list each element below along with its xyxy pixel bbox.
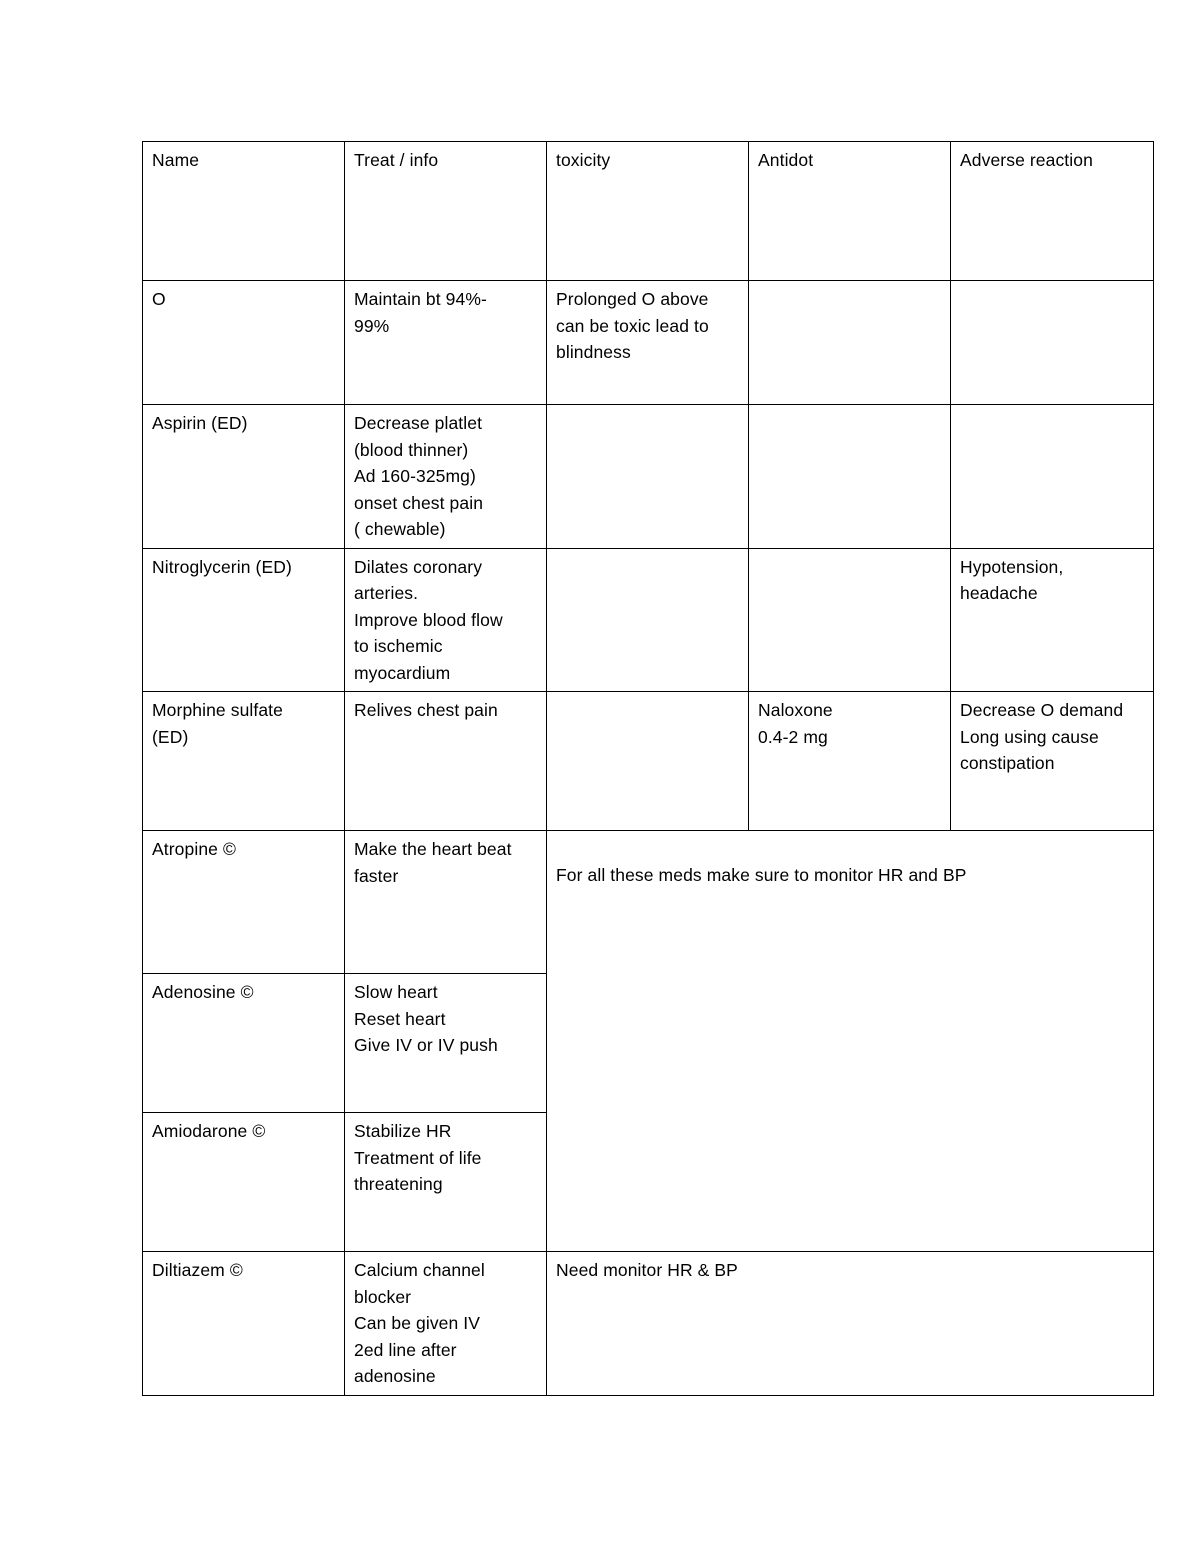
toxicity-cell bbox=[547, 405, 749, 549]
header-row bbox=[143, 142, 1154, 281]
treat-info-cell: Maintain bt 94%- 99% bbox=[345, 281, 547, 405]
antidot-cell bbox=[749, 405, 951, 549]
antidot-cell: Naloxone 0.4-2 mg bbox=[749, 692, 951, 831]
treat-info-cell: Decrease platlet (blood thinner) Ad 160-325mg) onset chest pain ( chewable) bbox=[345, 405, 547, 549]
table-row bbox=[143, 405, 1154, 549]
header-treat-info: Treat / info bbox=[345, 142, 547, 281]
table-row bbox=[143, 831, 1154, 974]
adverse-reaction-cell: Hypotension, headache bbox=[951, 548, 1154, 692]
treat-info-cell: Relives chest pain bbox=[345, 692, 547, 831]
drug-name-cell: Morphine sulfate (ED) bbox=[143, 692, 345, 831]
medication-table bbox=[142, 141, 1154, 1396]
drug-name-cell: Aspirin (ED) bbox=[143, 405, 345, 549]
drug-name-cell: Nitroglycerin (ED) bbox=[143, 548, 345, 692]
header-adverse-reaction: Adverse reaction bbox=[951, 142, 1154, 281]
treat-info-cell: Stabilize HR Treatment of life threatening bbox=[345, 1113, 547, 1252]
drug-name-cell: Amiodarone © bbox=[143, 1113, 345, 1252]
antidot-cell bbox=[749, 281, 951, 405]
monitoring-note-cell bbox=[547, 831, 1154, 1252]
treat-info-cell: Slow heart Reset heart Give IV or IV push bbox=[345, 974, 547, 1113]
adverse-reaction-cell: Decrease O demand Long using cause constipation bbox=[951, 692, 1154, 831]
toxicity-cell: Prolonged O above can be toxic lead to blindness bbox=[547, 281, 749, 405]
treat-info-cell: Make the heart beat faster bbox=[345, 831, 547, 974]
antidot-cell bbox=[749, 548, 951, 692]
drug-name-cell: O bbox=[143, 281, 345, 405]
header-antidot: Antidot bbox=[749, 142, 951, 281]
drug-name-cell: Atropine © bbox=[143, 831, 345, 974]
table-row bbox=[143, 548, 1154, 692]
adverse-reaction-cell bbox=[951, 405, 1154, 549]
table-row bbox=[143, 692, 1154, 831]
diltiazem-monitoring-note: Need monitor HR & BP bbox=[556, 1260, 738, 1280]
toxicity-cell bbox=[547, 548, 749, 692]
header-toxicity: toxicity bbox=[547, 142, 749, 281]
adverse-reaction-cell bbox=[951, 281, 1154, 405]
drug-name-cell: Diltiazem © bbox=[143, 1252, 345, 1396]
treat-info-cell: Calcium channel blocker Can be given IV 2ed line after adenosine bbox=[345, 1252, 547, 1396]
toxicity-cell bbox=[547, 692, 749, 831]
header-name: Name bbox=[143, 142, 345, 281]
treat-info-cell: Dilates coronary arteries. Improve blood flow to ischemic myocardium bbox=[345, 548, 547, 692]
table-row bbox=[143, 281, 1154, 405]
drug-name-cell: Adenosine © bbox=[143, 974, 345, 1113]
diltiazem-monitoring-note-cell bbox=[547, 1252, 1154, 1396]
table-row bbox=[143, 1252, 1154, 1396]
monitoring-note: For all these meds make sure to monitor HR and BP bbox=[556, 865, 967, 885]
